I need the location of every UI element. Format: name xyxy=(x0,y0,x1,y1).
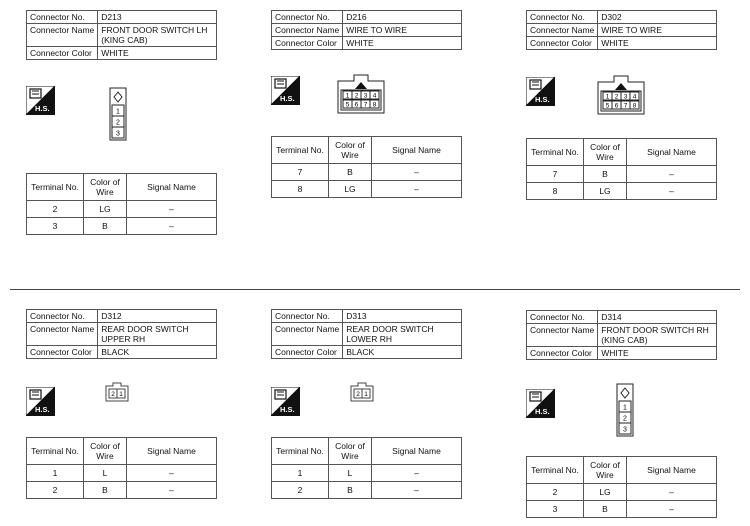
terminal-table xyxy=(526,138,717,200)
wire-color-header: Color of Wire xyxy=(584,139,627,166)
connector-name-label: Connector Name xyxy=(272,323,343,346)
harness-side-icon xyxy=(271,387,300,416)
connector-color-value: WHITE xyxy=(598,37,717,50)
connector-name-value: WIRE TO WIRE xyxy=(343,24,462,37)
svg-text:H.S.: H.S. xyxy=(280,94,295,103)
wire-color-header: Color of Wire xyxy=(329,438,372,465)
terminal-table xyxy=(526,456,717,518)
table-row: 8 LG – xyxy=(527,183,717,200)
svg-text:7: 7 xyxy=(363,101,368,109)
connector-name-value: WIRE TO WIRE xyxy=(598,24,717,37)
connector-info-table xyxy=(26,10,217,60)
8pin-connector-icon xyxy=(336,73,386,115)
harness-side-icon xyxy=(271,76,300,105)
connector-name-label: Connector Name xyxy=(27,24,98,47)
terminal-table xyxy=(26,173,217,235)
table-row: 1 L – xyxy=(27,465,217,482)
svg-text:4: 4 xyxy=(632,93,637,101)
connector-info-table xyxy=(526,10,717,50)
svg-text:2: 2 xyxy=(116,119,120,127)
svg-text:6: 6 xyxy=(614,102,619,110)
vertical-3pin-connector-icon xyxy=(108,87,128,141)
connector-name-value: FRONT DOOR SWITCH RH (KING CAB) xyxy=(598,324,717,347)
table-row: 8 LG – xyxy=(272,181,462,198)
svg-text:H.S.: H.S. xyxy=(35,104,50,113)
svg-text:1: 1 xyxy=(116,108,120,116)
terminal-table xyxy=(271,136,462,198)
connector-color-value: WHITE xyxy=(343,37,462,50)
wire-color-header: Color of Wire xyxy=(584,457,627,484)
connector-no-value: D216 xyxy=(343,11,462,24)
signal-name-header: Signal Name xyxy=(627,139,717,166)
svg-text:H.S.: H.S. xyxy=(280,405,295,414)
svg-text:1: 1 xyxy=(623,404,627,412)
connector-name-value: REAR DOOR SWITCH UPPER RH xyxy=(98,323,217,346)
signal-name-header: Signal Name xyxy=(372,438,462,465)
svg-text:5: 5 xyxy=(345,101,350,109)
section-divider xyxy=(10,289,740,290)
terminal-header: Terminal No. xyxy=(27,438,84,465)
connector-info-table xyxy=(271,10,462,50)
connector-no-value: D302 xyxy=(598,11,717,24)
svg-text:3: 3 xyxy=(116,130,120,138)
connector-info-table xyxy=(271,309,462,359)
wire-color-header: Color of Wire xyxy=(329,137,372,164)
svg-text:7: 7 xyxy=(623,102,628,110)
svg-text:1: 1 xyxy=(119,391,123,398)
table-row: 2 B – xyxy=(27,482,217,499)
connector-color-label: Connector Color xyxy=(527,347,598,360)
connector-no-value: D213 xyxy=(98,11,217,24)
connector-info-table xyxy=(526,310,717,360)
harness-side-icon xyxy=(26,387,55,416)
connector-color-label: Connector Color xyxy=(272,346,343,359)
svg-text:1: 1 xyxy=(345,92,350,100)
harness-side-icon xyxy=(526,77,555,106)
connector-no-label: Connector No. xyxy=(527,311,598,324)
connector-no-value: D314 xyxy=(598,311,717,324)
svg-text:3: 3 xyxy=(623,426,627,434)
wire-color-header: Color of Wire xyxy=(84,174,127,201)
svg-text:H.S.: H.S. xyxy=(35,405,50,414)
terminal-header: Terminal No. xyxy=(272,137,329,164)
table-row: 1 L – xyxy=(272,465,462,482)
svg-text:2: 2 xyxy=(354,92,359,100)
signal-name-header: Signal Name xyxy=(127,174,217,201)
signal-name-header: Signal Name xyxy=(627,457,717,484)
connector-color-label: Connector Color xyxy=(27,346,98,359)
terminal-table xyxy=(271,437,462,499)
svg-text:H.S.: H.S. xyxy=(535,407,550,416)
svg-text:H.S.: H.S. xyxy=(535,95,550,104)
connector-name-label: Connector Name xyxy=(527,24,598,37)
connector-name-value: FRONT DOOR SWITCH LH (KING CAB) xyxy=(98,24,217,47)
connector-no-value: D313 xyxy=(343,310,462,323)
table-row: 7 B – xyxy=(272,164,462,181)
table-row: 3 B – xyxy=(27,218,217,235)
svg-text:5: 5 xyxy=(605,102,610,110)
svg-text:1: 1 xyxy=(364,391,368,398)
connector-name-label: Connector Name xyxy=(272,24,343,37)
connector-no-label: Connector No. xyxy=(527,11,598,24)
svg-text:2: 2 xyxy=(623,415,627,423)
connector-name-label: Connector Name xyxy=(527,324,598,347)
terminal-header: Terminal No. xyxy=(27,174,84,201)
connector-color-label: Connector Color xyxy=(527,37,598,50)
connector-color-value: WHITE xyxy=(598,347,717,360)
2pin-connector-icon xyxy=(350,382,374,402)
2pin-connector-icon xyxy=(105,382,129,402)
vertical-3pin-connector-icon xyxy=(615,383,635,437)
connector-info-table xyxy=(26,309,217,359)
connector-color-label: Connector Color xyxy=(27,47,98,60)
table-row: 2 LG – xyxy=(527,484,717,501)
table-row: 7 B – xyxy=(527,166,717,183)
table-row: 2 B – xyxy=(272,482,462,499)
connector-no-label: Connector No. xyxy=(27,310,98,323)
signal-name-header: Signal Name xyxy=(127,438,217,465)
terminal-table xyxy=(26,437,217,499)
harness-side-icon xyxy=(26,86,55,115)
svg-text:2: 2 xyxy=(356,391,360,398)
table-row: 3 B – xyxy=(527,501,717,518)
svg-text:1: 1 xyxy=(605,93,610,101)
8pin-connector-icon xyxy=(596,74,646,116)
svg-text:8: 8 xyxy=(372,101,377,109)
svg-text:8: 8 xyxy=(632,102,637,110)
connector-color-value: BLACK xyxy=(343,346,462,359)
harness-side-icon xyxy=(526,389,555,418)
svg-text:3: 3 xyxy=(623,93,628,101)
svg-text:3: 3 xyxy=(363,92,368,100)
connector-color-label: Connector Color xyxy=(272,37,343,50)
terminal-header: Terminal No. xyxy=(272,438,329,465)
connector-no-label: Connector No. xyxy=(27,11,98,24)
wire-color-header: Color of Wire xyxy=(84,438,127,465)
svg-text:4: 4 xyxy=(372,92,377,100)
svg-text:2: 2 xyxy=(614,93,619,101)
connector-no-value: D312 xyxy=(98,310,217,323)
connector-name-label: Connector Name xyxy=(27,323,98,346)
connector-color-value: BLACK xyxy=(98,346,217,359)
terminal-header: Terminal No. xyxy=(527,139,584,166)
connector-color-value: WHITE xyxy=(98,47,217,60)
connector-name-value: REAR DOOR SWITCH LOWER RH xyxy=(343,323,462,346)
svg-text:2: 2 xyxy=(111,391,115,398)
svg-text:6: 6 xyxy=(354,101,359,109)
table-row: 2 LG – xyxy=(27,201,217,218)
terminal-header: Terminal No. xyxy=(527,457,584,484)
connector-no-label: Connector No. xyxy=(272,310,343,323)
signal-name-header: Signal Name xyxy=(372,137,462,164)
connector-no-label: Connector No. xyxy=(272,11,343,24)
